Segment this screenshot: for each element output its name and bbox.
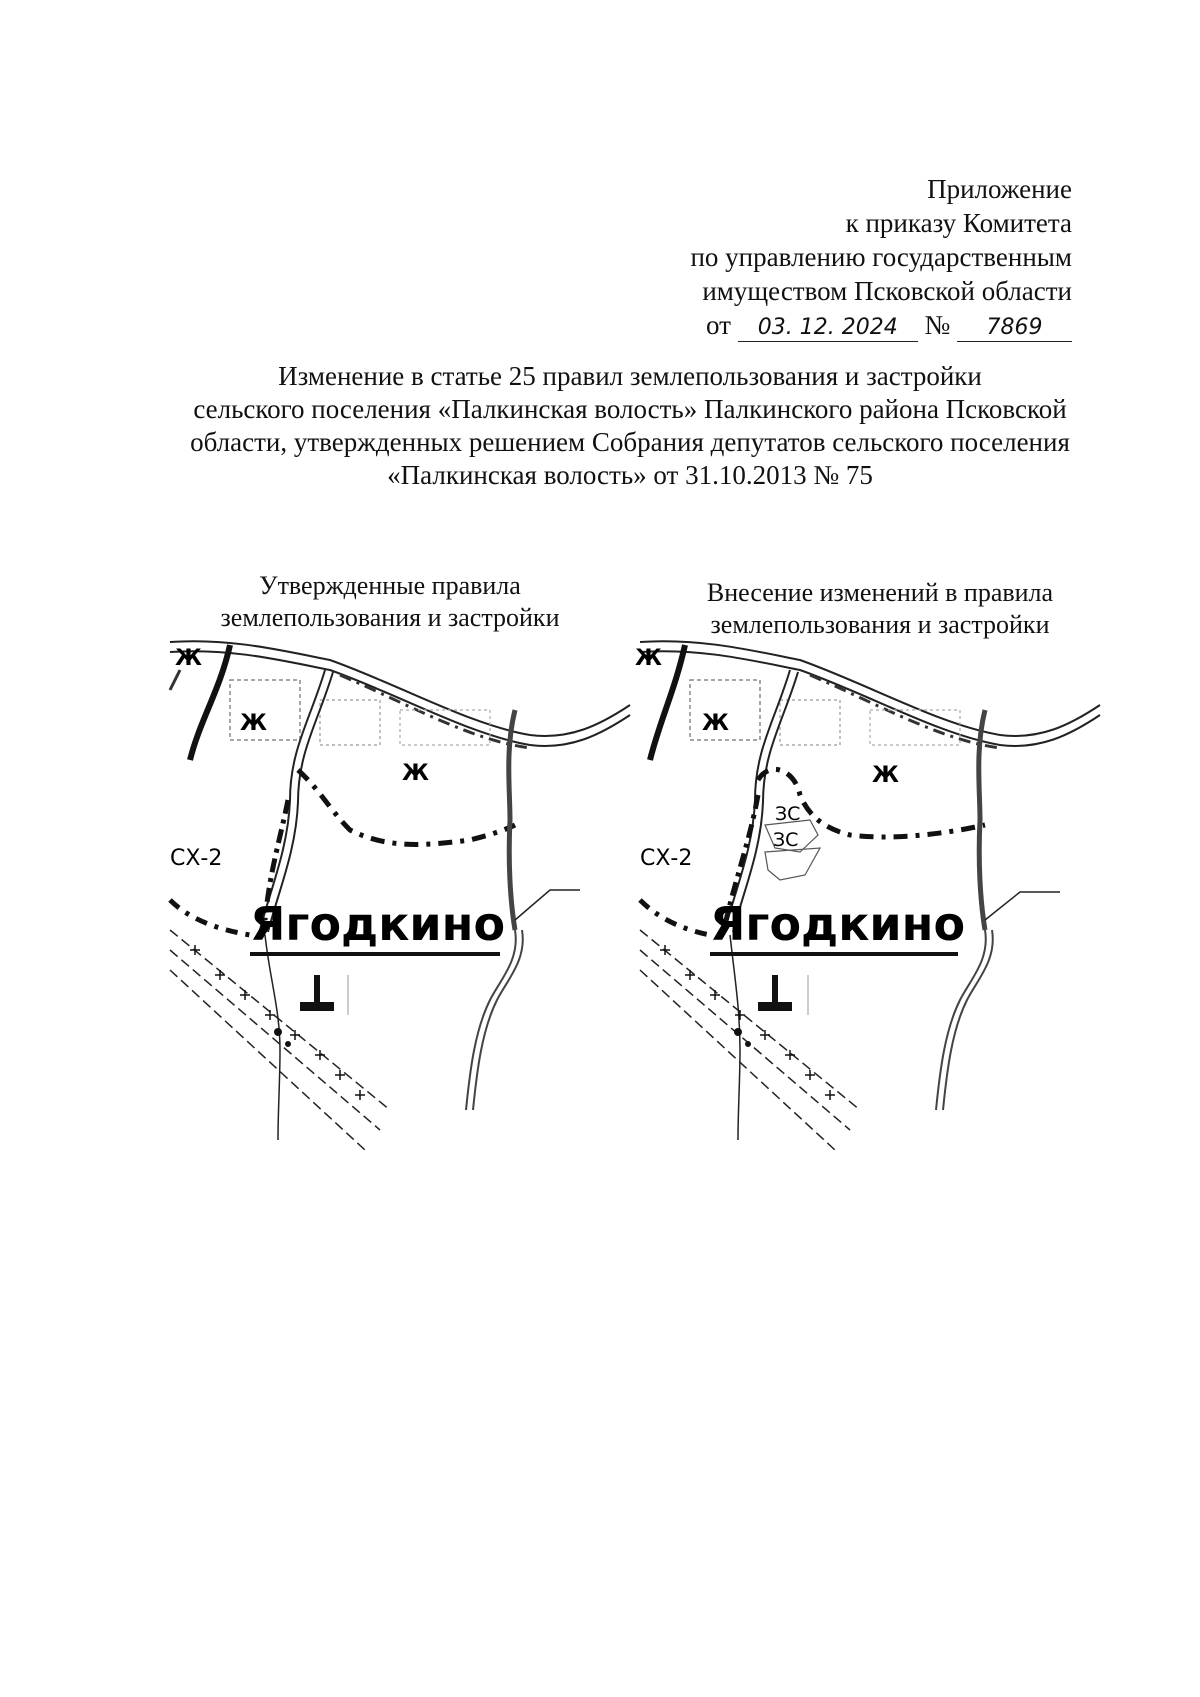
left-panel-caption [180, 570, 600, 634]
appendix-line-3: по управлению государственным [690, 242, 1072, 272]
zone-zs-label-2: ЗС [773, 829, 799, 851]
appendix-line-1: Приложение [927, 174, 1072, 204]
monument-icon [758, 975, 808, 1015]
title-line-2: сельского поселения «Палкинская волость» Палкинского района Псковской [193, 394, 1067, 424]
village-name: Ягодкино [250, 897, 506, 951]
title-line-3: области, утвержденных решением Собрания депутатов сельского поселения [190, 427, 1070, 457]
title-line-4: «Палкинская волость» от 31.10.2013 № 75 [387, 460, 873, 490]
left-zoning-map [170, 630, 640, 1210]
appendix-line-2: к приказу Комитета [845, 208, 1072, 238]
appendix-block [690, 172, 1072, 342]
zone-zh-label-1: Ж [635, 646, 662, 671]
right-caption-line-1: Внесение изменений в правила [706, 578, 1054, 607]
appendix-line-4: имуществом Псковской области [702, 276, 1072, 306]
right-zoning-map [635, 630, 1110, 1210]
left-caption-line-2: землепользования и застройки [220, 603, 560, 632]
zone-zh-label-2: Ж [240, 711, 267, 736]
document-title [150, 360, 1110, 492]
handwritten-date: 03. 12. 2024 [738, 315, 918, 342]
zone-zh-label-3: Ж [402, 761, 429, 786]
monument-icon [300, 975, 348, 1015]
zone-zh-label-3: Ж [872, 763, 899, 788]
left-caption-line-1: Утвержденные правила [259, 571, 521, 600]
date-prefix: от [706, 310, 731, 340]
village-name: Ягодкино [710, 897, 966, 951]
right-caption-line-2: землепользования и застройки [710, 610, 1050, 639]
title-line-1: Изменение в статье 25 правил землепользования и застройки [278, 361, 982, 391]
zone-zs-label-1: ЗС [775, 803, 801, 825]
number-prefix: № [924, 310, 951, 340]
appendix-date-row [690, 308, 1072, 342]
zone-sx-label: СХ-2 [170, 846, 223, 871]
handwritten-number: 7869 [957, 315, 1072, 342]
zone-sx-label: СХ-2 [640, 846, 693, 871]
zone-zh-label-2: Ж [702, 711, 729, 736]
zone-zh-label-1: Ж [175, 646, 202, 671]
